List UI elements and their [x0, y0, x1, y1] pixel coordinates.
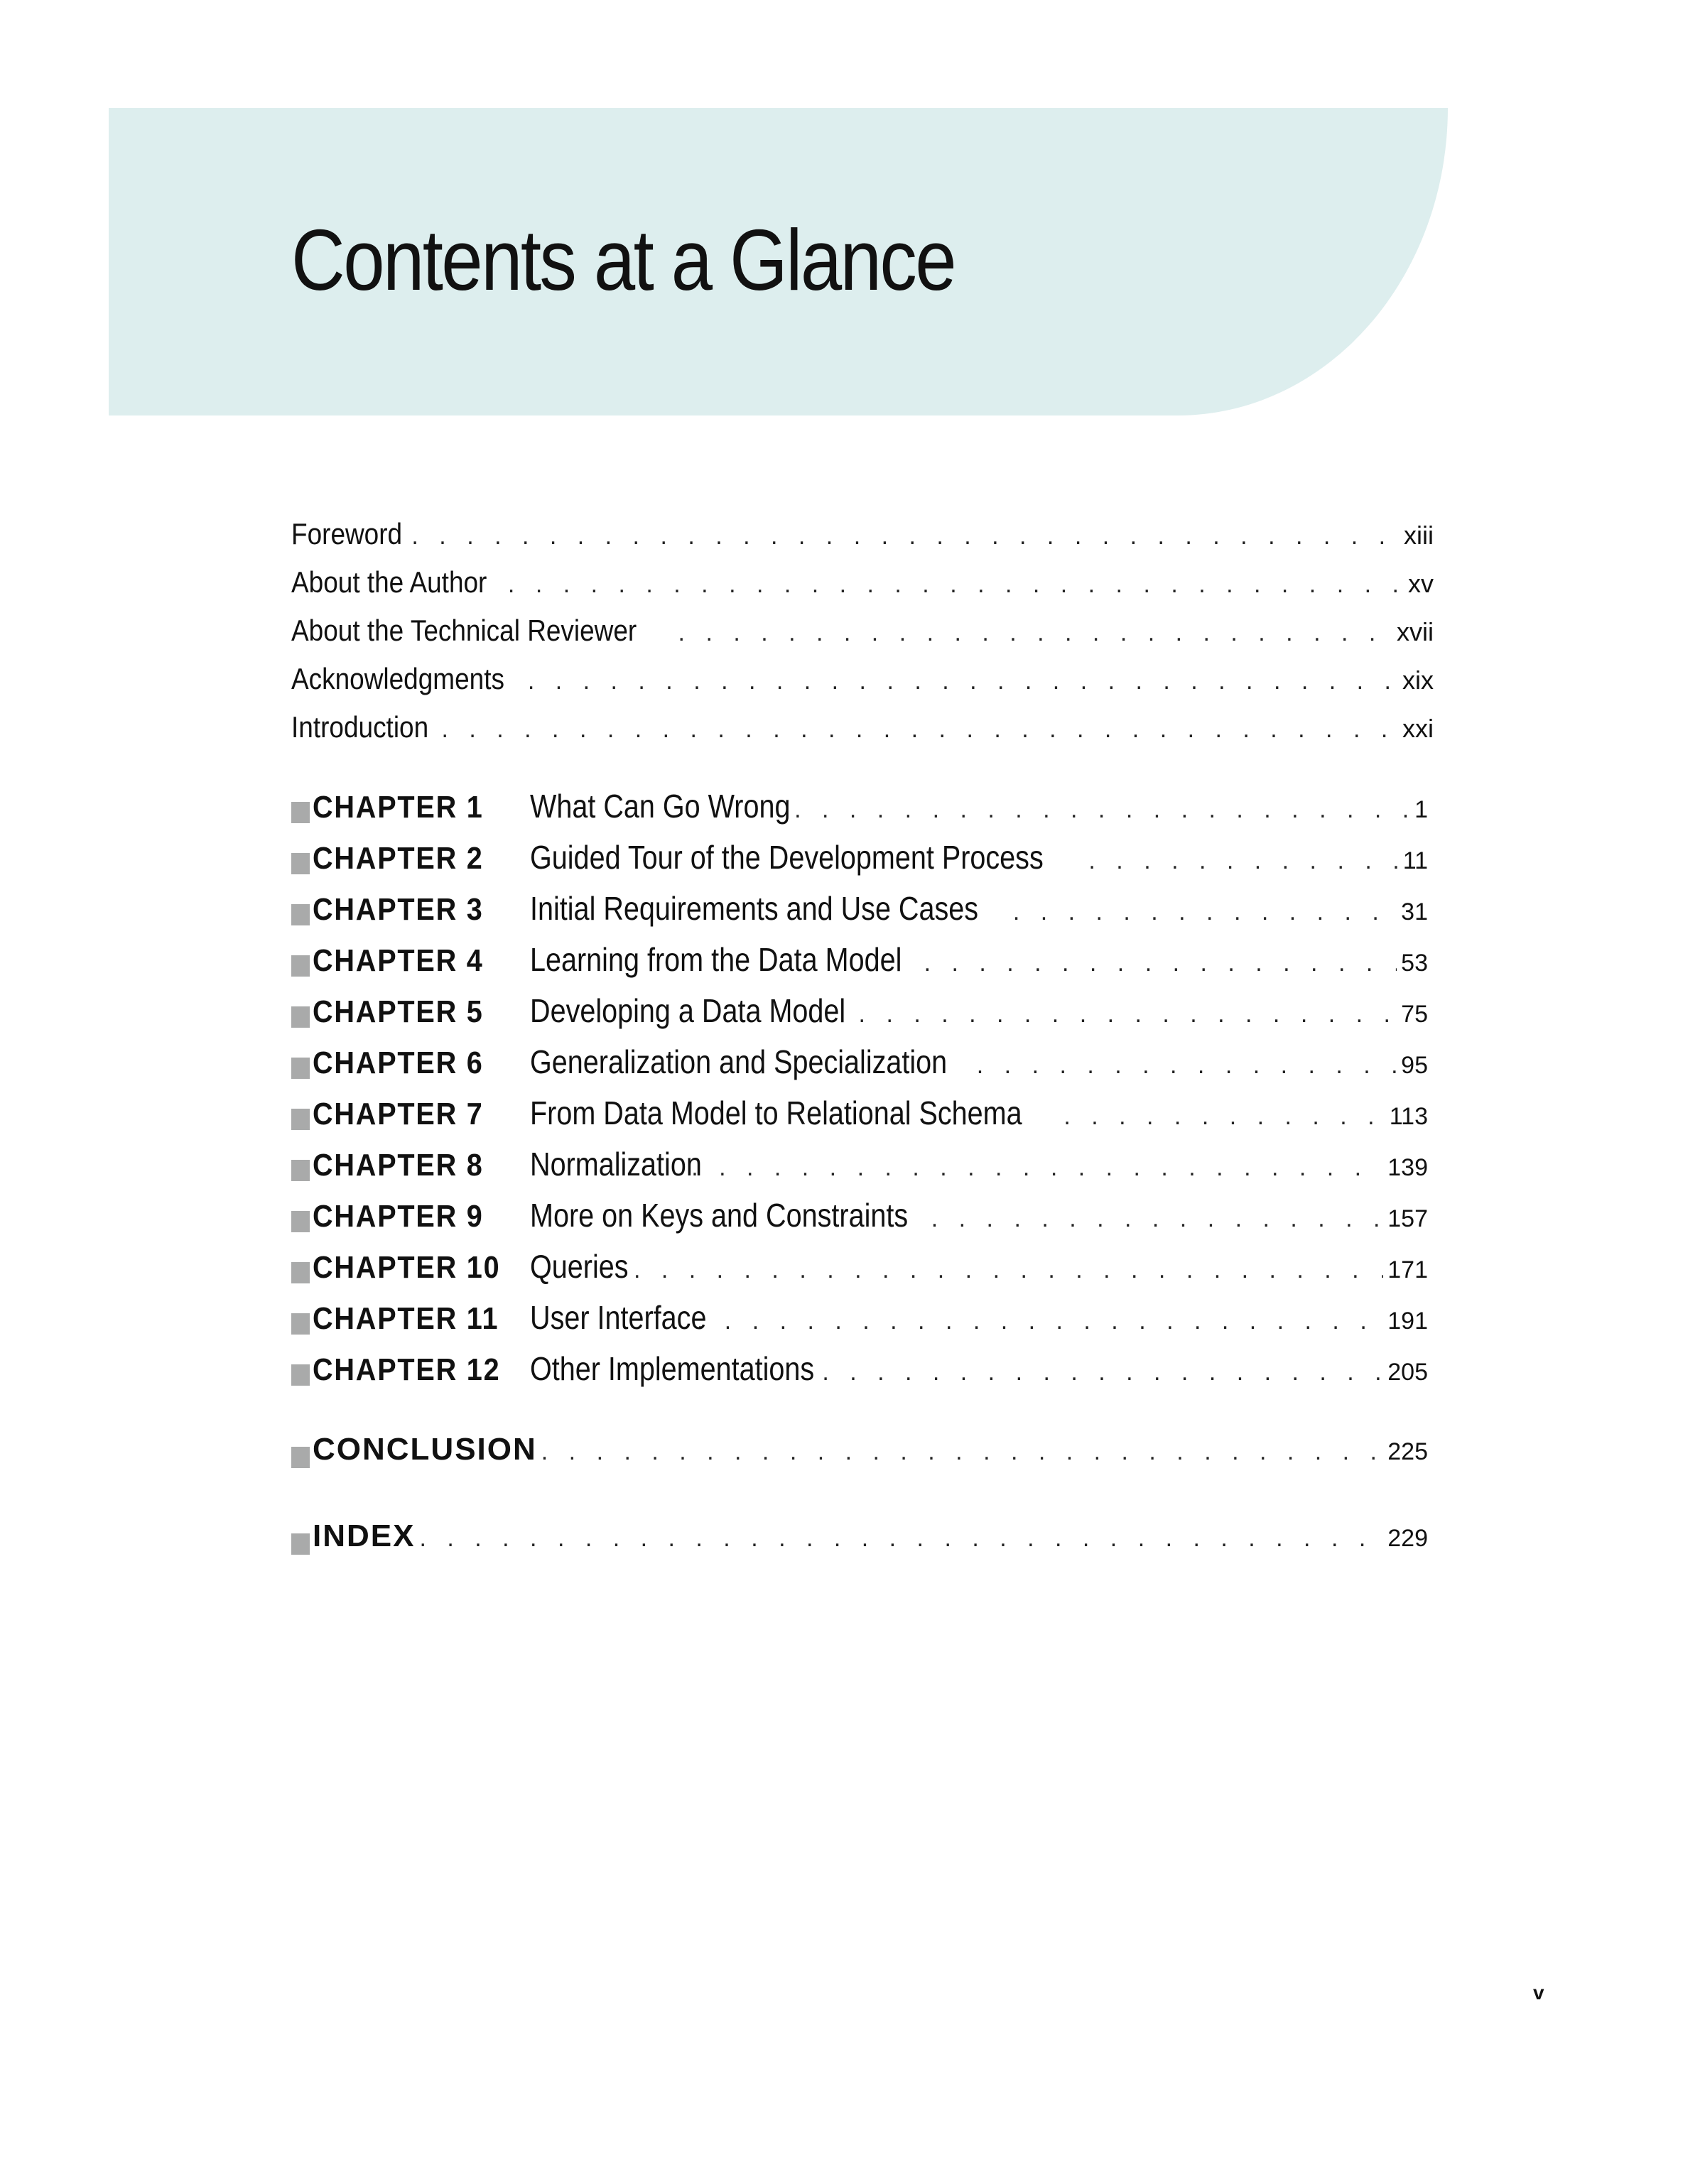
chapter-page: 75 [1401, 1001, 1428, 1028]
page-number: v [1533, 1982, 1544, 2004]
dot-leader [977, 1052, 1397, 1080]
chapter-page: 53 [1401, 950, 1428, 977]
chapter-title: More on Keys and Constraints [530, 1197, 909, 1234]
square-bullet-icon [291, 1160, 310, 1181]
toc-entry-label: Foreword [291, 517, 403, 550]
toc-chapter-8[interactable] [291, 1145, 1428, 1196]
chapter-title: Normalization [530, 1146, 702, 1183]
toc-chapter-10[interactable] [291, 1247, 1428, 1298]
toc-entry-page: xix [1402, 665, 1434, 695]
square-bullet-icon [291, 1109, 310, 1130]
chapter-title: Guided Tour of the Development Process [530, 839, 1044, 876]
dot-leader [528, 668, 1398, 695]
toc-entry-foreword[interactable] [291, 517, 1434, 565]
square-bullet-icon [291, 1058, 310, 1079]
toc-entry-label: Introduction [291, 710, 429, 744]
square-bullet-icon [291, 1447, 310, 1468]
conclusion-label: CONCLUSION [313, 1432, 537, 1467]
chapter-page: 11 [1402, 847, 1428, 874]
chapter-page: 191 [1387, 1308, 1428, 1335]
chapter-label: CHAPTER 9 [313, 1199, 484, 1234]
chapter-page: 31 [1401, 898, 1428, 925]
dot-leader [1013, 898, 1397, 926]
toc-conclusion[interactable] [291, 1432, 1428, 1483]
toc-entry-introduction[interactable] [291, 710, 1434, 759]
dot-leader [697, 1308, 1383, 1335]
dot-leader [411, 523, 1400, 550]
chapter-title: From Data Model to Relational Schema [530, 1094, 1022, 1131]
chapter-title: Queries [530, 1248, 629, 1285]
square-bullet-icon [291, 1313, 310, 1335]
chapter-title: Initial Requirements and Use Cases [530, 890, 979, 927]
dot-leader [1088, 847, 1398, 875]
dot-leader [508, 571, 1404, 599]
square-bullet-icon [291, 802, 310, 823]
toc-entry-label: Acknowledgments [291, 662, 504, 695]
toc-chapter-11[interactable] [291, 1298, 1428, 1349]
chapter-title: Developing a Data Model [530, 992, 846, 1029]
chapter-page: 113 [1389, 1103, 1428, 1130]
chapter-label: CHAPTER 7 [313, 1097, 484, 1131]
chapter-label: CHAPTER 8 [313, 1148, 484, 1183]
toc-chapter-4[interactable] [291, 940, 1428, 992]
dot-leader [419, 1525, 1383, 1553]
toc-chapter-1[interactable] [291, 787, 1428, 838]
square-bullet-icon [291, 1533, 310, 1555]
dot-leader [541, 1438, 1383, 1466]
toc-entry-label: About the Author [291, 565, 487, 599]
index-label: INDEX [313, 1519, 416, 1553]
index-page: 229 [1387, 1525, 1428, 1552]
toc-entry-page: xxi [1402, 714, 1434, 743]
dot-leader [859, 1001, 1397, 1028]
chapter-label: CHAPTER 12 [313, 1352, 501, 1387]
toc-chapter-3[interactable] [291, 889, 1428, 940]
square-bullet-icon [291, 955, 310, 977]
chapter-page: 1 [1414, 796, 1428, 823]
square-bullet-icon [291, 1262, 310, 1283]
toc-entry-about-author[interactable] [291, 565, 1434, 614]
chapter-title: Learning from the Data Model [530, 941, 902, 978]
chapter-title: What Can Go Wrong [530, 788, 791, 825]
toc-chapter-2[interactable] [291, 838, 1428, 889]
square-bullet-icon [291, 1006, 310, 1028]
dot-leader [1063, 1103, 1385, 1131]
toc-entry-page: xiii [1404, 521, 1434, 550]
toc-entry-about-reviewer[interactable] [291, 614, 1434, 662]
chapter-label: CHAPTER 4 [313, 943, 484, 978]
chapter-label: CHAPTER 1 [313, 790, 484, 825]
dot-leader [606, 1256, 1383, 1284]
toc-chapter-7[interactable] [291, 1094, 1428, 1145]
chapter-list [291, 787, 1428, 1401]
dot-leader [678, 619, 1392, 647]
toc-entry-page: xvii [1397, 617, 1434, 646]
chapter-title: User Interface [530, 1299, 707, 1336]
conclusion-list [291, 1432, 1428, 1483]
chapter-page: 139 [1387, 1154, 1428, 1181]
dot-leader [441, 716, 1398, 744]
toc-entry-page: xv [1408, 569, 1434, 598]
toc-chapter-9[interactable] [291, 1196, 1428, 1247]
chapter-label: CHAPTER 10 [313, 1250, 501, 1285]
chapter-page: 205 [1387, 1359, 1428, 1386]
conclusion-page: 225 [1387, 1438, 1428, 1465]
dot-leader [931, 1205, 1384, 1233]
toc-chapter-12[interactable] [291, 1349, 1428, 1401]
toc-entry-acknowledgments[interactable] [291, 662, 1434, 710]
toc-entry-label: About the Technical Reviewer [291, 614, 637, 647]
toc-index[interactable] [291, 1519, 1428, 1570]
chapter-label: CHAPTER 6 [313, 1045, 484, 1080]
chapter-label: CHAPTER 11 [313, 1301, 499, 1336]
chapter-page: 171 [1387, 1256, 1428, 1283]
toc-chapter-6[interactable] [291, 1043, 1428, 1094]
chapter-label: CHAPTER 3 [313, 892, 484, 927]
dot-leader [822, 1359, 1383, 1386]
front-matter-list [291, 517, 1434, 759]
chapter-title: Other Implementations [530, 1350, 815, 1387]
dot-leader [691, 1154, 1383, 1182]
toc-chapter-5[interactable] [291, 992, 1428, 1043]
chapter-label: CHAPTER 2 [313, 841, 484, 876]
chapter-page: 157 [1387, 1205, 1428, 1232]
index-list [291, 1519, 1428, 1570]
square-bullet-icon [291, 853, 310, 874]
dot-leader [794, 796, 1410, 824]
chapter-label: CHAPTER 5 [313, 994, 484, 1029]
page-title: Contents at a Glance [291, 212, 956, 308]
square-bullet-icon [291, 1364, 310, 1386]
square-bullet-icon [291, 904, 310, 925]
chapter-title: Generalization and Specialization [530, 1043, 948, 1080]
square-bullet-icon [291, 1211, 310, 1232]
chapter-page: 95 [1401, 1052, 1428, 1079]
dot-leader [924, 950, 1397, 977]
